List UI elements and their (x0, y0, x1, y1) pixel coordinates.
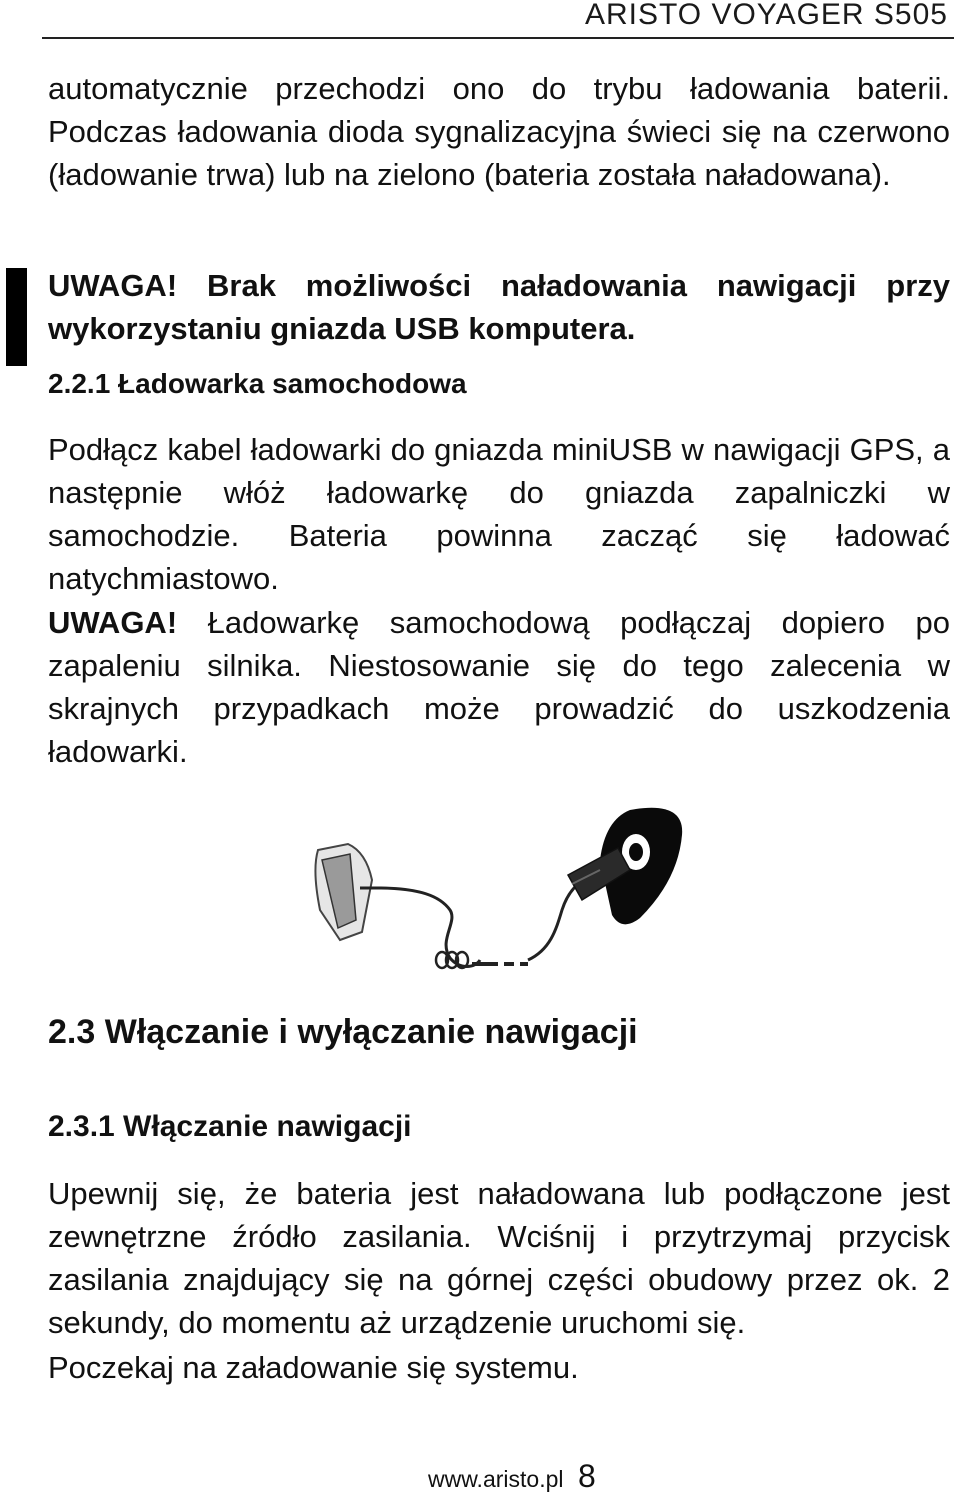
heading-power-on: 2.3.1 Włączanie nawigacji (48, 1110, 412, 1143)
paragraph-charging-status: automatycznie przechodzi ono do trybu ładowania baterii. Podczas ładowania dioda sygnalizacyjna świeci się na czerwono (ładowanie trwa) lub na zielono (bateria została naładowana). (48, 71, 950, 192)
page-header-title: ARISTO VOYAGER S505 (584, 0, 948, 31)
footer-page-number: 8 (578, 1458, 596, 1494)
warning-usb (48, 264, 950, 350)
warning-text: Ładowarkę samochodową podłączaj dopiero po zapaleniu silnika. Niestosowanie się do tego zalecenia w skrajnych przypadkach może prowadzić do uszkodzenia ładowarki. (48, 605, 950, 769)
paragraph-car-charger: Podłącz kabel ładowarki do gniazda miniUSB w nawigacji GPS, a następnie włóż ładowarkę do gniazda zapalniczki w samochodzie. Bateria powinna zacząć się ładować natychmiastowo. (48, 432, 950, 596)
warning-text: Brak możliwości naładowania nawigacji przy wykorzystaniu gniazda USB komputera. (48, 268, 950, 346)
warning-engine (48, 601, 950, 773)
car-charger-illustration (300, 800, 700, 985)
footer-url: www.aristo.pl (428, 1466, 564, 1492)
paragraph-wait-system: Poczekaj na załadowanie się systemu. (48, 1350, 579, 1385)
heading-power-on-off: 2.3 Włączanie i wyłączanie nawigacji (48, 1013, 638, 1051)
header-rule (42, 37, 954, 39)
heading-car-charger: 2.2.1 Ładowarka samochodowa (48, 368, 467, 399)
warning-label: UWAGA! (48, 268, 178, 303)
warning-label: UWAGA! (48, 605, 178, 640)
paragraph-power-on: Upewnij się, że bateria jest naładowana lub podłączone jest zewnętrzne źródło zasilania. Wciśnij i przytrzymaj przycisk zasilania znajdujący się na górnej części obudowy przez ok. 2 sekundy, do momentu aż urządzenie uruchomi się. (48, 1176, 950, 1340)
warning-margin-bar (6, 268, 27, 366)
charger-cable (376, 888, 480, 967)
